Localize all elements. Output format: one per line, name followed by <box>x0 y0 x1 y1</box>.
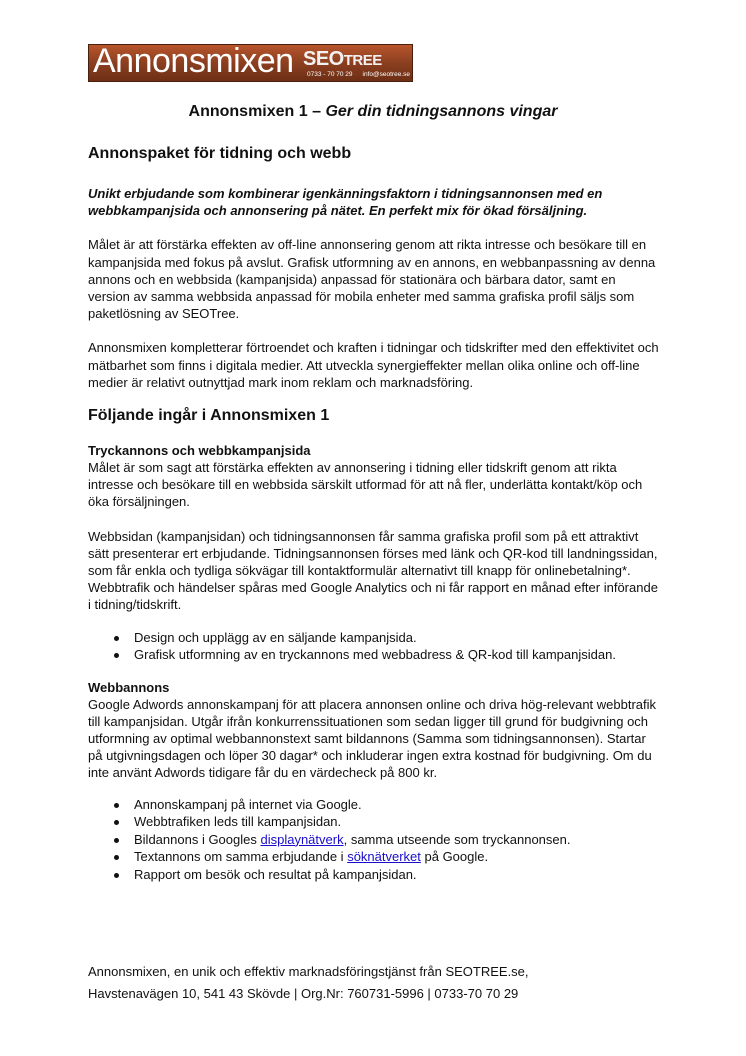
list-item-text: , samma utseende som tryckannonsen. <box>343 831 571 847</box>
web-bullet-list <box>88 796 660 884</box>
display-network-link[interactable]: displaynätverk <box>260 831 344 847</box>
page-footer <box>88 961 660 1005</box>
logo-seo-prefix: SEO <box>303 48 344 70</box>
logo-contact <box>307 71 410 78</box>
list-item: Grafisk utformning av en tryckannons med webbadress & QR-kod till kampanjsidan. <box>88 646 660 664</box>
logo-seotree <box>303 48 382 71</box>
print-bullet-list <box>88 629 660 664</box>
list-item-text: Textannons om samma erbjudande i <box>134 849 348 865</box>
list-item: Design och upplägg av en säljande kampanjsida. <box>88 629 660 647</box>
document-body <box>88 96 660 883</box>
print-paragraph-2: Webbsidan (kampanjsidan) och tidningsannonsen får samma grafiska profil som på ett attraktivt sätt presenterar ert erbjudande. Tidningsannonsen förses med länk och QR-kod till landningssidan, som får enkla och tydliga sökvägar till kontaktformulär alternativt till knapp för onlinebetalning*. Webbtrafik och händelser spåras med Google Analytics och ni får rapport en månad efter införande i tidning/tidskrift. <box>88 528 658 613</box>
web-paragraph: Google Adwords annonskampanj för att placera annonsen online och driva hög-relevant webbtrafik till kampanjsidan. Utgår ifrån konkurrenssituationen som sedan ligger till grund för budgivning och utformning av optimal webbannonstext samt bildannons (Samma som tidningsannonsen). Startar på utgivningsdagen och löper 30 dagar* och inkluderar ingen extra kostnad för budgivning. Om du inte använt Adwords tidigare får du en värdecheck på 800 kr. <box>88 696 657 781</box>
logo-phone: 0733 - 70 70 29 <box>307 71 353 78</box>
list-item-text: på Google. <box>420 849 489 865</box>
print-paragraph-1: Målet är som sagt att förstärka effekten av annonsering i tidning eller tidskrift genom att rikta intresse och besökare till en webbsida särskilt utformad för att nå fler, underlätta kontakt/köp och öka försäljningen. <box>88 460 643 510</box>
list-item: Webbtrafiken leds till kampanjsidan. <box>88 813 660 831</box>
logo-email: info@seotree.se <box>362 71 410 78</box>
logo-seo-suffix: TREE <box>343 52 382 69</box>
lead-paragraph: Unikt erbjudande som kombinerar igenkänningsfaktorn i tidningsannonsen med en webbkampanjsida och annonsering på nätet. En perfekt mix för ökad försäljning. <box>88 186 603 219</box>
section-heading-package: Annonspaket för tidning och webb <box>88 145 352 162</box>
list-item <box>88 848 660 866</box>
footer-line-1: Annonsmixen, en unik och effektiv marknadsföringstjänst från SEOTREE.se, <box>88 964 529 979</box>
synergy-paragraph: Annonsmixen kompletterar förtroendet och kraften i tidningar och tidskrifter med den effektivitet och mätbarhet som finns i digitala medier. Att utveckla synergieffekter mellan olika online och off-line medier är relativt outnyttjad mark inom reklam och marknadsföring. <box>88 340 659 390</box>
page-title-tagline: Ger din tidningsannons vingar <box>325 103 558 120</box>
subheading-web-ad: Webbannons <box>88 679 170 695</box>
list-item-text: Bildannons i Googles <box>134 831 261 847</box>
search-network-link[interactable]: söknätverket <box>347 849 421 865</box>
page-title <box>88 101 658 123</box>
logo-brand: Annonsmixen <box>93 42 294 80</box>
list-item <box>88 831 660 849</box>
footer-line-2: Havstenavägen 10, 541 43 Skövde | Org.Nr: 760731-5996 | 0733-70 70 29 <box>88 986 519 1001</box>
subheading-print-ad: Tryckannons och webbkampanjsida <box>88 443 311 459</box>
header-logo <box>88 44 413 82</box>
section-heading-includes: Följande ingår i Annonsmixen 1 <box>88 407 330 425</box>
list-item: Rapport om besök och resultat på kampanjsidan. <box>88 866 660 884</box>
page-title-main: Annonsmixen 1 – <box>188 103 326 120</box>
list-item: Annonskampanj på internet via Google. <box>88 796 660 814</box>
intro-paragraph: Målet är att förstärka effekten av off-line annonsering genom att rikta intresse och besökare till en kampanjsida med fokus på avslut. Grafisk utformning av en annons, en webbanpassning av denna annons och en webbsida (kampanjsida) anpassad för stationära och bärbara dator, samt en version av samma webbsida anpassad för mobila enheter med samma grafiska profil säljs som paketlösning av SEOTree. <box>88 237 656 322</box>
